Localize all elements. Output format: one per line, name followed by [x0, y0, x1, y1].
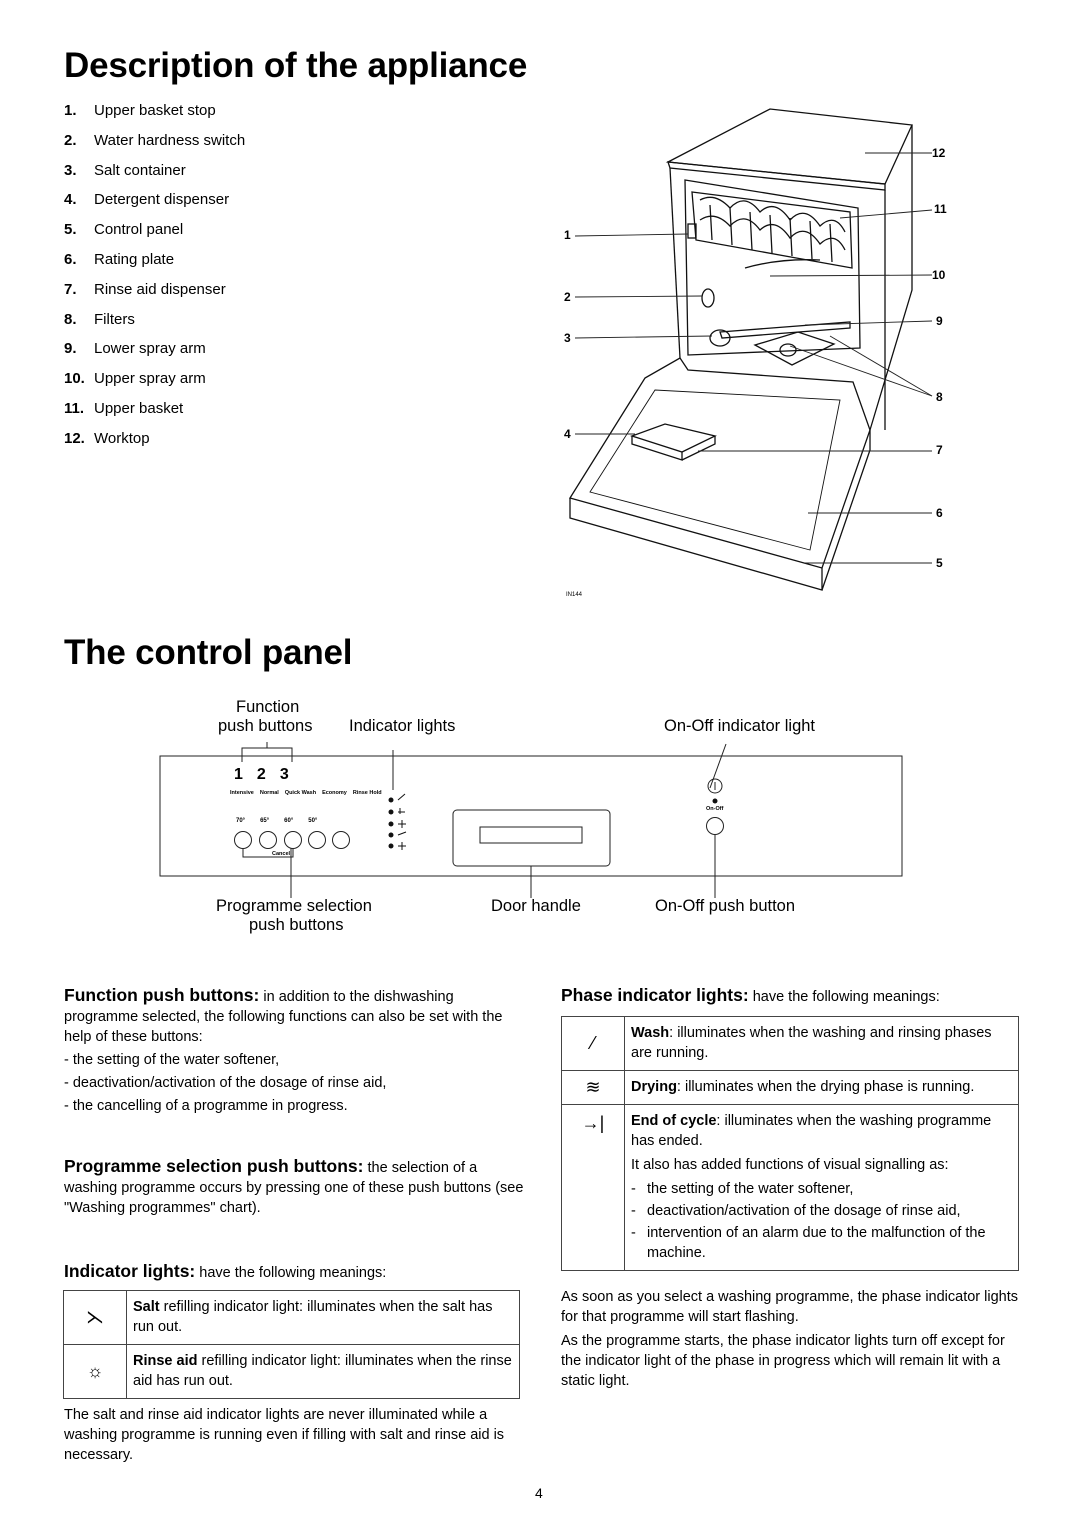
label-onoff-button: On-Off push button: [655, 897, 796, 915]
end-of-cycle-icon: →|: [562, 1105, 625, 1271]
list-item: - the setting of the water softener,: [631, 1181, 854, 1197]
phase-para-1: As soon as you select a washing programme, the phase indicator lights for that programme will start flashing.: [561, 1289, 1018, 1325]
callout-5: 5: [936, 556, 943, 570]
indicator-note: The salt and rinse aid indicator lights are never illuminated while a washing programme is running even if filling with salt and rinse aid is necessary.: [64, 1407, 505, 1463]
indicator-lights-heading: Indicator lights: have the following meanings:: [64, 1261, 387, 1281]
label-onoff-indicator: On-Off indicator light: [664, 717, 816, 735]
callout-4: 4: [564, 427, 571, 441]
page-number: 4: [535, 1485, 543, 1501]
callout-2: 2: [564, 290, 571, 304]
programme-buttons-text: Programme selection push buttons: the selection of a washing programme occurs by pressing one of these push buttons (see "Washing programmes" chart).: [64, 1156, 524, 1216]
onoff-label: On-Off: [706, 806, 724, 812]
dishwasher-illustration: [540, 100, 960, 610]
list-item: 2. Water hardness switch: [64, 131, 246, 149]
list-item: 5. Control panel: [64, 221, 184, 239]
salt-icon: ⋋: [64, 1291, 127, 1345]
wash-icon: ⁄: [562, 1017, 625, 1071]
list-item: - deactivation/activation of the dosage of rinse aid,: [631, 1203, 961, 1219]
callout-11: 11: [934, 202, 947, 216]
callout-3: 3: [564, 331, 571, 345]
callout-8: 8: [936, 390, 943, 404]
function-buttons-text: Function push buttons: in addition to the dishwashing programme selected, the following functions can also be set with the help of these buttons: - the setting of the water softener, - deactivation/activation of the dosage of rinse aid, - the cancelling of a programme in progress.: [64, 985, 503, 1114]
list-item: 10. Upper spray arm: [64, 370, 206, 388]
label-function: Function: [236, 698, 300, 716]
callout-1: 1: [564, 228, 571, 242]
label-indicator-lights: Indicator lights: [349, 717, 456, 735]
label-programme-selection: Programme selection: [216, 897, 372, 915]
cancel-label: Cancel: [272, 851, 291, 857]
phase-lights-table: [561, 1016, 1019, 1271]
table-row: ⁄ Wash: illuminates when the washing and rinsing phases are running.: [562, 1017, 1019, 1071]
list-item: 6. Rating plate: [64, 250, 175, 268]
callout-10: 10: [932, 268, 946, 282]
image-code: IN144: [566, 592, 583, 598]
list-item: 12. Worktop: [64, 429, 150, 447]
phase-lights-heading: Phase indicator lights: have the following meanings:: [561, 985, 940, 1005]
drying-icon: ≋: [562, 1071, 625, 1105]
list-item: - intervention of an alarm due to the malfunction of the machine.: [631, 1225, 986, 1261]
section-title-appliance: Description of the appliance: [64, 46, 528, 85]
indicator-lights-table: [63, 1290, 520, 1399]
table-row: ⋋ Salt refilling indicator light: illuminates when the salt has run out.: [64, 1291, 520, 1345]
function-numbers: 123: [234, 766, 303, 783]
list-item: 11. Upper basket: [64, 399, 184, 417]
list-item: 3. Salt container: [64, 161, 186, 179]
table-row: ☼ Rinse aid refilling indicator light: illuminates when the rinse aid has run out.: [64, 1345, 520, 1399]
callout-7: 7: [936, 443, 943, 457]
list-item: 8. Filters: [64, 310, 135, 328]
rinse-aid-icon: ☼: [64, 1345, 127, 1399]
callout-9: 9: [936, 314, 943, 328]
parts-list: [64, 100, 245, 458]
label-push-buttons: push buttons: [218, 717, 313, 735]
callout-6: 6: [936, 506, 943, 520]
phase-para-2: As the programme starts, the phase indicator lights turn off except for the indicator light of the phase in progress which will remain lit with a static light.: [561, 1333, 1005, 1389]
list-item: 7. Rinse aid dispenser: [64, 280, 226, 298]
callout-12: 12: [932, 146, 946, 160]
list-item: 9. Lower spray arm: [64, 340, 206, 358]
list-item: 1. Upper basket stop: [64, 102, 216, 119]
table-row: →| End of cycle: illuminates when the washing programme has ended. It also has added functions of visual signalling as: - the setting of the water softener, - deactivation/activation of the dosage of rinse aid, - intervention of an alarm due to the malfunction of the machine.: [562, 1105, 1019, 1271]
programme-names: Intensive Normal Quick Wash Economy Rinse Hold: [230, 790, 382, 796]
table-row: ≋ Drying: illuminates when the drying phase is running.: [562, 1071, 1019, 1105]
section-title-control-panel: The control panel: [64, 633, 353, 672]
temperatures: 70° 65° 60° 50°: [236, 818, 318, 824]
label-door-handle: Door handle: [491, 897, 581, 915]
label-push-buttons-2: push buttons: [249, 916, 344, 934]
list-item: 4. Detergent dispenser: [64, 191, 230, 209]
